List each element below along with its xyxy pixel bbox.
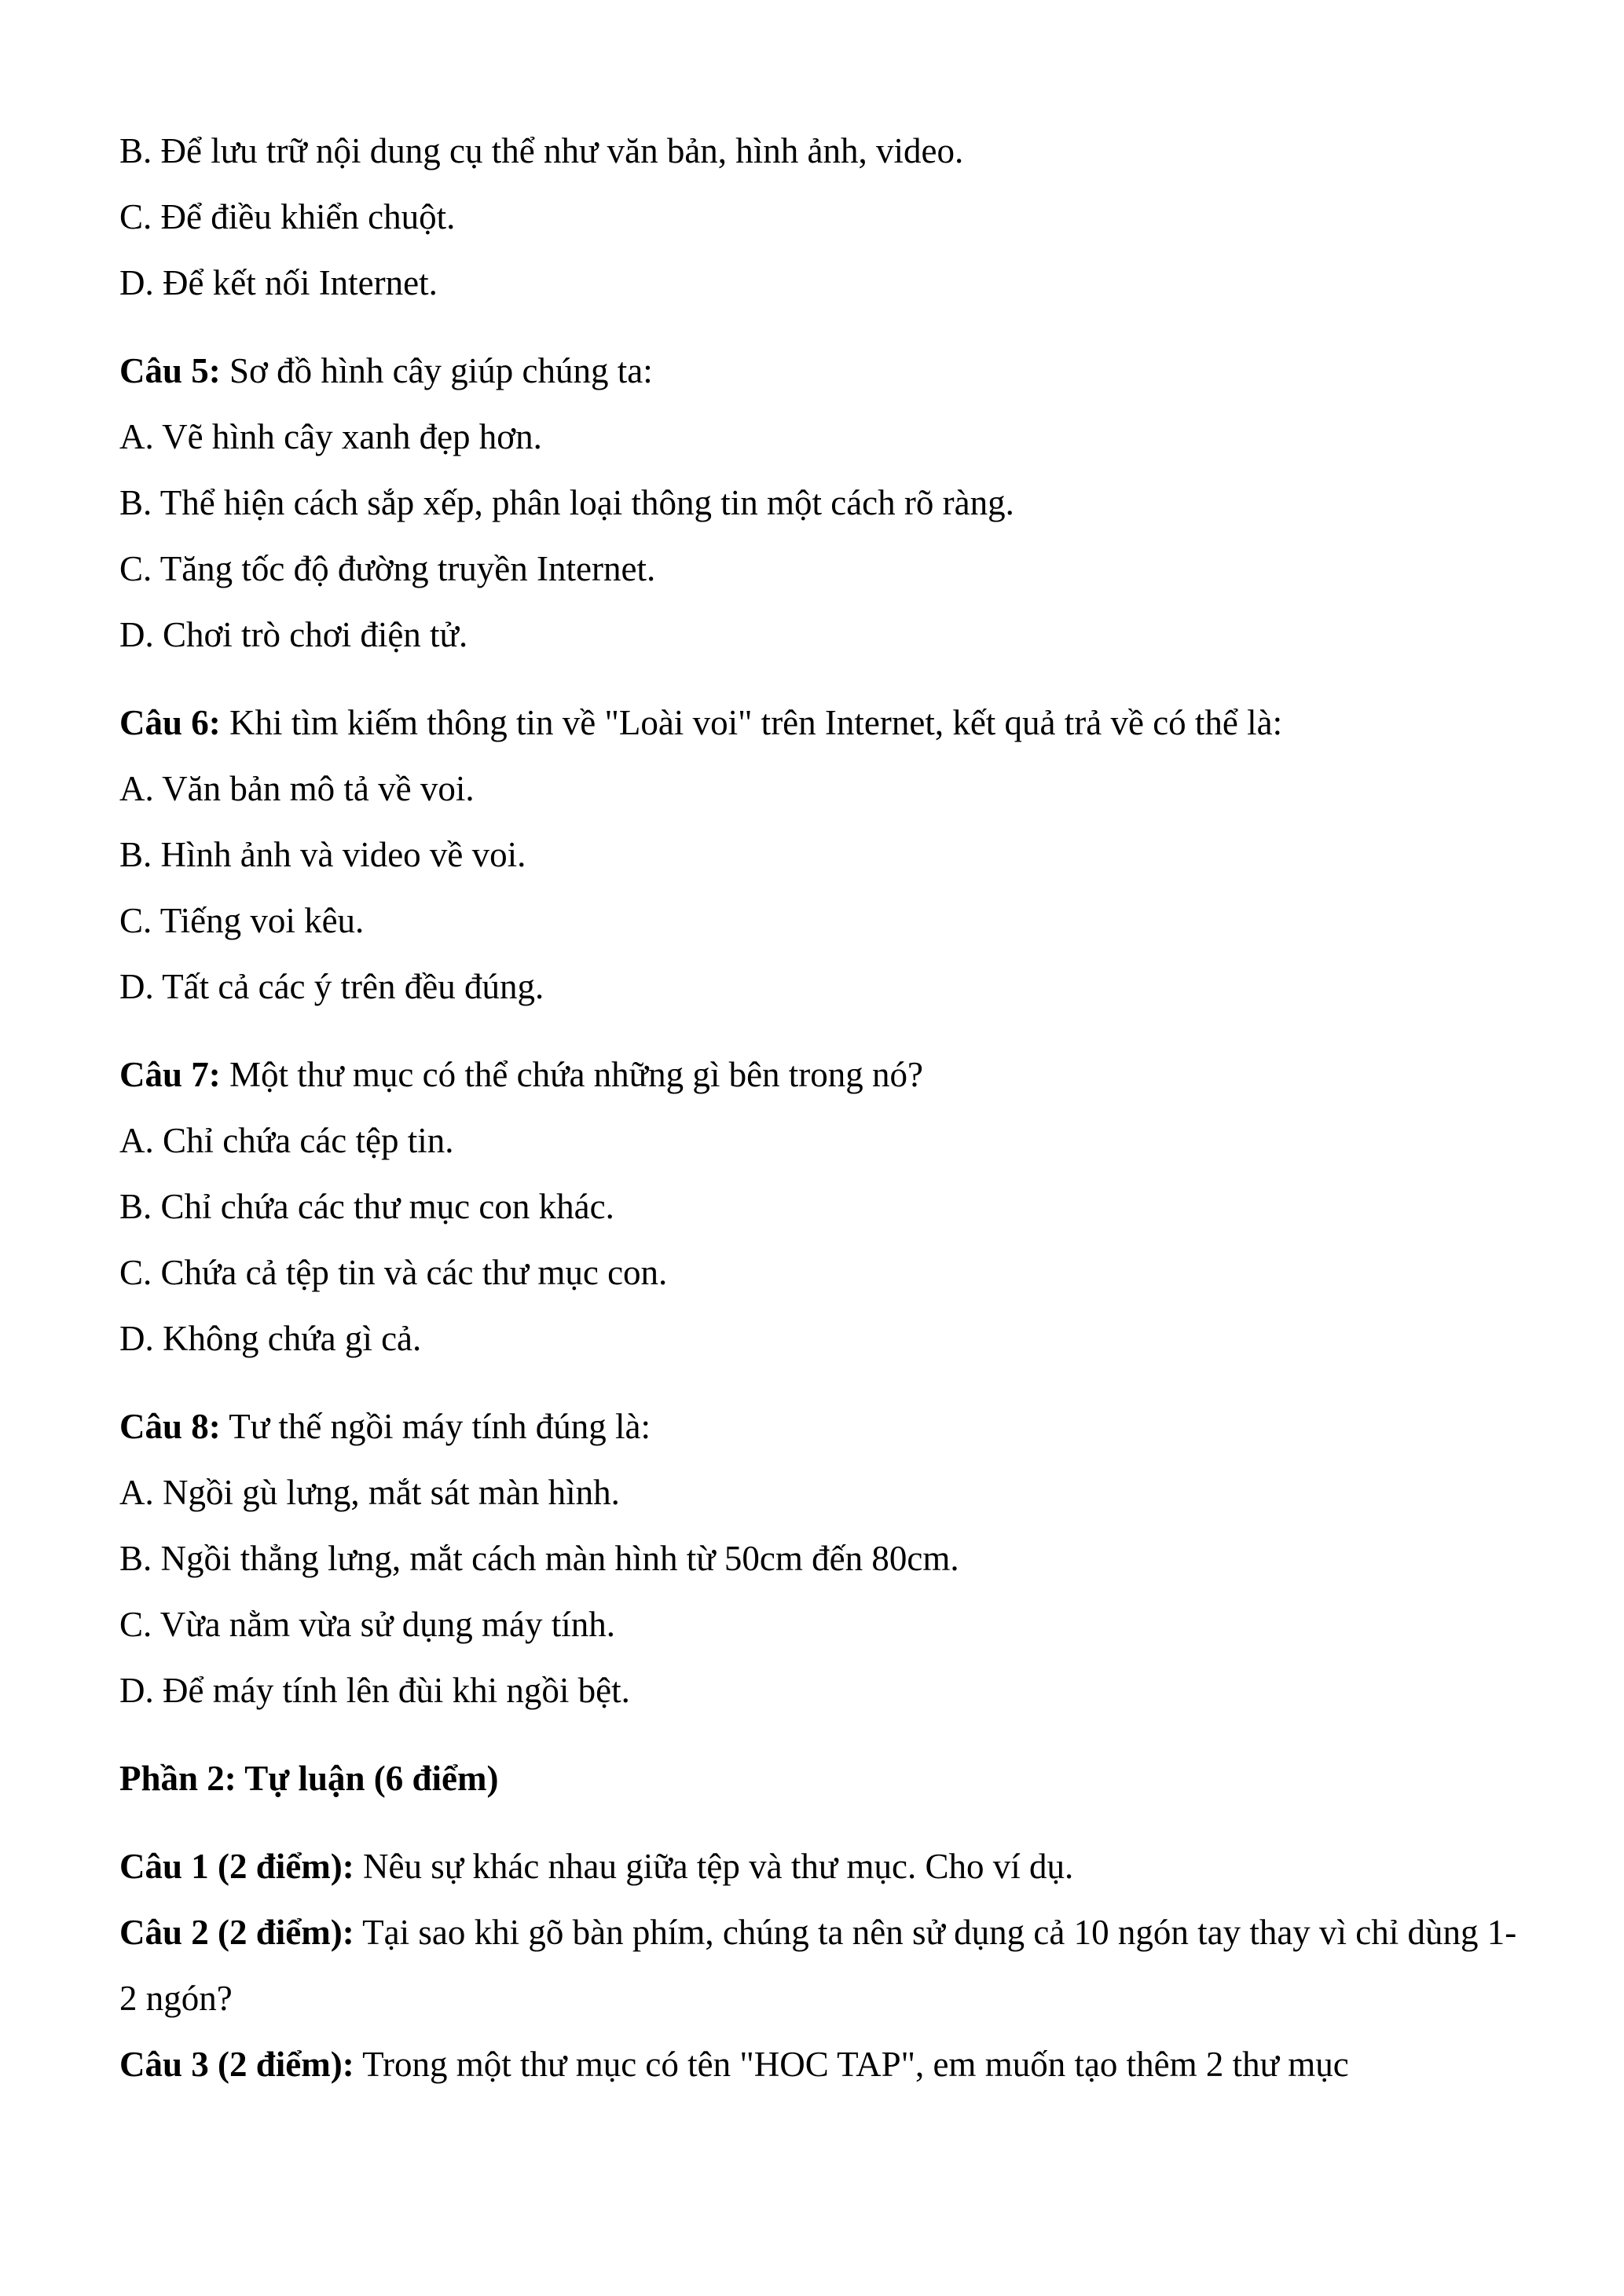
question-text: Sơ đồ hình cây giúp chúng ta:: [229, 351, 653, 390]
answer-option: D. Chơi trò chơi điện tử.: [119, 615, 468, 654]
question-heading: [119, 338, 1526, 404]
question-text: Khi tìm kiếm thông tin về "Loài voi" trên Internet, kết quả trả về có thể là:: [229, 703, 1283, 742]
question-heading: [119, 690, 1526, 756]
question-label: Câu 3 (2 điểm):: [119, 2045, 354, 2084]
answer-option: C. Vừa nằm vừa sử dụng máy tính.: [119, 1605, 616, 1644]
essay-question: [119, 1899, 1526, 2031]
answer-option: D. Để máy tính lên đùi khi ngồi bệt.: [119, 1671, 630, 1710]
section-heading: Phần 2: Tự luận (6 điểm): [119, 1759, 499, 1798]
answer-option: D. Để kết nối Internet.: [119, 263, 438, 302]
answer-option: C. Chứa cả tệp tin và các thư mục con.: [119, 1253, 668, 1292]
answer-option: A. Chỉ chứa các tệp tin.: [119, 1121, 454, 1160]
answer-option: B. Hình ảnh và video về voi.: [119, 835, 526, 874]
question-text: Nêu sự khác nhau giữa tệp và thư mục. Cho ví dụ.: [362, 1847, 1074, 1886]
answer-option: C. Tiếng voi kêu.: [119, 901, 365, 940]
question-text: Một thư mục có thể chứa những gì bên trong nó?: [229, 1055, 924, 1094]
answer-option: B. Chỉ chứa các thư mục con khác.: [119, 1187, 614, 1226]
question-label: Câu 8:: [119, 1407, 221, 1446]
essay-question: [119, 2031, 1526, 2097]
answer-option: A. Vẽ hình cây xanh đẹp hơn.: [119, 417, 542, 456]
answer-option: D. Tất cả các ý trên đều đúng.: [119, 967, 544, 1006]
document-content: [119, 118, 1526, 2097]
question-text: Trong một thư mục có tên "HOC TAP", em muốn tạo thêm 2 thư mục: [362, 2045, 1349, 2084]
answer-option: B. Để lưu trữ nội dung cụ thể như văn bản, hình ảnh, video.: [119, 131, 964, 170]
question-label: Câu 2 (2 điểm):: [119, 1913, 354, 1952]
question-text: Tư thế ngồi máy tính đúng là:: [229, 1407, 651, 1446]
answer-option: C. Tăng tốc độ đường truyền Internet.: [119, 549, 656, 588]
answer-option: A. Văn bản mô tả về voi.: [119, 769, 475, 808]
question-label: Câu 1 (2 điểm):: [119, 1847, 354, 1886]
question-label: Câu 7:: [119, 1055, 221, 1094]
question-heading: [119, 1042, 1526, 1108]
question-text: Tại sao khi gõ bàn phím, chúng ta nên sử dụng cả 10 ngón tay thay vì chỉ dùng 1-2 ngón?: [119, 1913, 1517, 2018]
answer-option: D. Không chứa gì cả.: [119, 1319, 422, 1358]
essay-question: [119, 1833, 1526, 1899]
answer-option: B. Thể hiện cách sắp xếp, phân loại thông tin một cách rõ ràng.: [119, 483, 1014, 522]
answer-option: C. Để điều khiển chuột.: [119, 197, 456, 236]
question-label: Câu 5:: [119, 351, 221, 390]
question-label: Câu 6:: [119, 703, 221, 742]
answer-option: A. Ngồi gù lưng, mắt sát màn hình.: [119, 1473, 620, 1512]
answer-option: B. Ngồi thẳng lưng, mắt cách màn hình từ 50cm đến 80cm.: [119, 1539, 959, 1578]
question-heading: [119, 1393, 1526, 1459]
